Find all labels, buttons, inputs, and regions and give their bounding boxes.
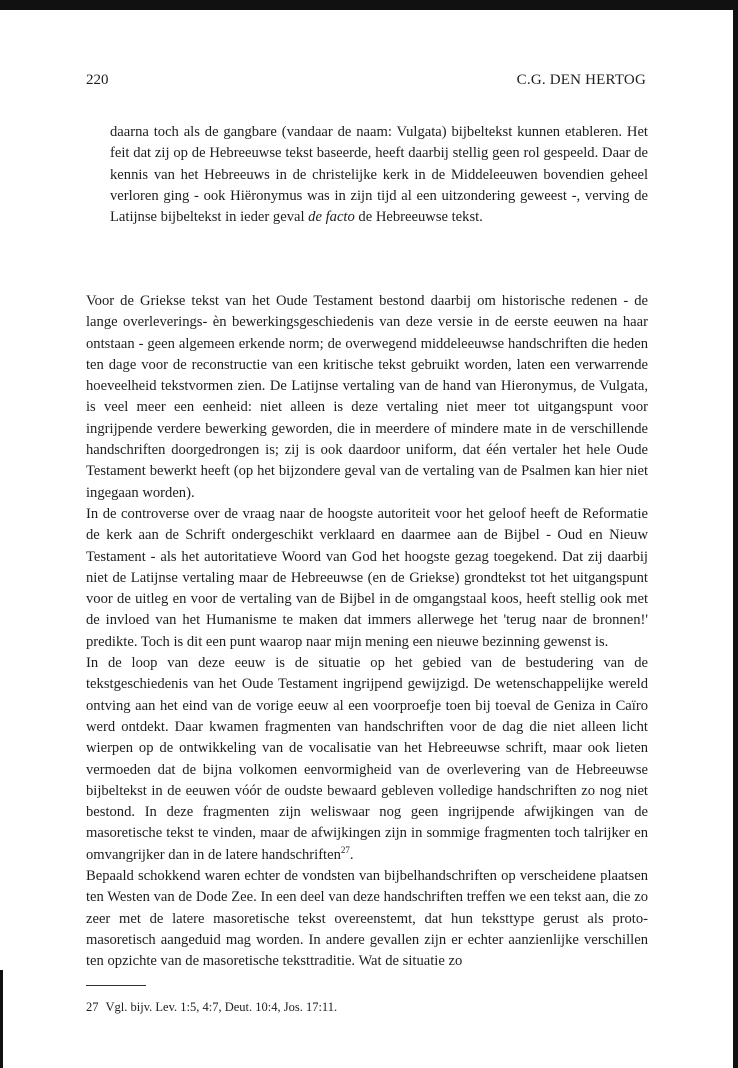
scan-border-left	[0, 970, 3, 1068]
paragraph-geniza	[86, 653, 648, 866]
scan-border-top	[0, 0, 738, 10]
main-text	[86, 291, 648, 973]
paragraph-geniza-end: .	[349, 846, 354, 863]
paragraph-reformation: In de controverse over de vraag naar de hoogste autoriteit voor het geloof heeft de Reformatie de kerk aan de Schrift ondergeschikt verklaard en daarmee aan de Bijbel - Oud en Nieuw Testament - als het autoritatieve Woord van God het hoogste gezag toegekend. Dat zij daarbij niet de Latijnse vertaling maar de Hebreeuwse (en de Griekse) grondtekst tot het uitgangspunt voor de uitleg en voor de vertaling van de Bijbel in de omgangstaal koos, heeft stellig ook met de invloed van het Humanisme te maken dat immers allerwege het 'terug naar de bronnen!' predikte. Toch is dit een punt waarop naar mijn mening een nieuwe bezinning gewenst is.	[86, 505, 648, 650]
indented-paragraph	[110, 122, 648, 228]
footnote-reference[interactable]: 27	[340, 844, 350, 855]
running-title: C.G. DEN HERTOG	[516, 72, 646, 88]
running-head	[86, 72, 646, 92]
footnote	[86, 1000, 337, 1015]
indented-text-end: de Hebreeuwse tekst.	[354, 209, 483, 226]
indented-text-start: daarna toch als de gangbare (vandaar de naam: Vulgata) bijbeltekst kunnen etableren. Het feit dat zij op de Hebreeuwse tekst baseerde, heeft daarbij stellig geen rol gespeeld. Daar de kennis van het Hebreeuws in de christelijke kerk in de Middeleeuwen bovendien geheel verloren ging - ook Hiëronymus was in zijn tijd al een uitzondering geweest -, verving de Latijnse bijbeltekst in ieder geval	[110, 124, 648, 226]
footnote-separator	[86, 985, 146, 986]
page-number: 220	[86, 72, 109, 88]
paragraph-greek-text: Voor de Griekse tekst van het Oude Testament bestond daarbij om historische redenen - de lange overleverings- èn bewerkingsgeschiedenis van deze versie in de eerste eeuwen na haar ontstaan - geen algemeen erkende norm; de overwegend middeleeuwse handschriften die heden ten dage voor de reconstructie van een kritische tekst gebruikt worden, laten een verwarrende hoeveelheid tekstvormen zien. De Latijnse vertaling van de hand van Hieronymus, de Vulgata, is veel meer een eenheid: niet alleen is deze vertaling niet meer tot uitgangspunt voor ingrijpende verdere bewerking geworden, die in meerdere of mindere mate in de verschillende handschriften doorgedrongen is; zij is ook daardoor uniform, dat één vertaler het hele Oude Testament bewerkt heeft (op het bijzondere geval van de vertaling van de Psalmen kan hier niet ingegaan worden).	[86, 293, 648, 501]
paragraph-dead-sea: Bepaald schokkend waren echter de vondsten van bijbelhandschriften op verscheidene plaatsen ten Westen van de Dode Zee. In een deel van deze handschriften treffen we een tekst aan, die zo zeer met de latere masoretische tekst overeenstemt, dat hun teksttype gerust als proto-masoretisch aangeduid mag worden. In andere gevallen zijn er echter aanzienlijke verschillen ten opzichte van de masoretische teksttraditie. Wat de situatie zo	[86, 868, 648, 970]
paragraph-geniza-text: In de loop van deze eeuw is de situatie op het gebied van de bestudering van de tekstgeschiedenis van het Oude Testament ingrijpend gewijzigd. De wetenschappelijke wereld ontving aan het eind van de vorige eeuw al een voorproefje toen bij toeval de Geniza in Caïro werd ontdekt. Daar kwamen fragmenten van handschriften voor de dag die niet alleen licht wierpen op de ontwikkeling van de vocalisatie van het Hebreeuwse schrift, maar ook lieten vermoeden dat de bijna volkomen eenvormigheid van de overlevering van de Hebreeuwse bijbeltekst in de eeuwen vóór de oudste bewaard gebleven volledige handschriften zo nog niet bestond. In deze fragmenten zijn weliswaar nog geen ingrijpende afwijkingen van de masoretische tekst te vinden, maar de afwijkingen zijn in sommige fragmenten toch talrijker en omvangrijker dan in de latere handschriften	[86, 655, 648, 863]
italic-term: de facto	[308, 209, 355, 226]
footnote-text: Vgl. bijv. Lev. 1:5, 4:7, Deut. 10:4, Jos. 17:11.	[105, 1000, 338, 1014]
footnote-number: 27	[86, 1000, 99, 1014]
scan-border-right	[733, 0, 738, 1068]
